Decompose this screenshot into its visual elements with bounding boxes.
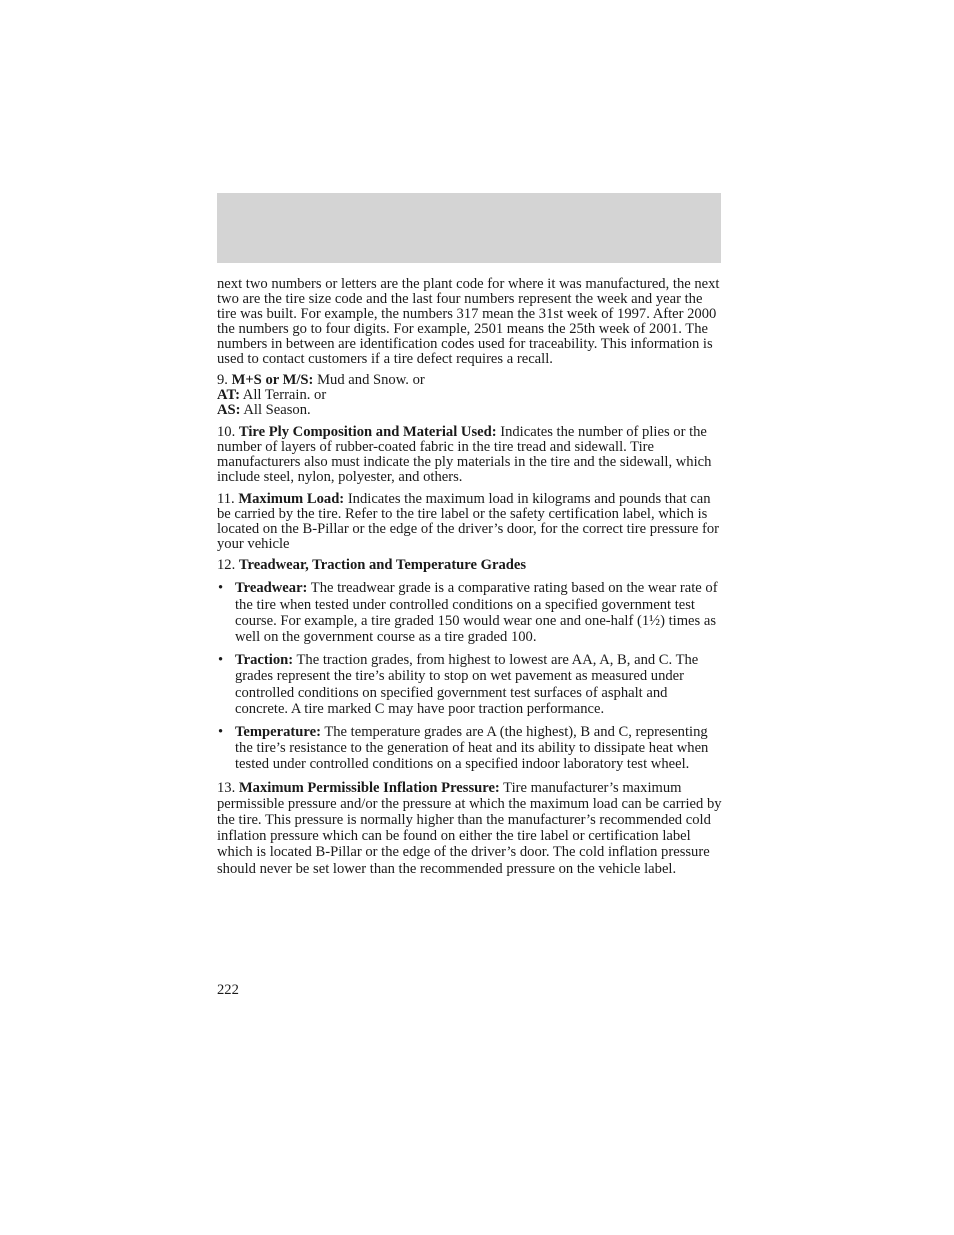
page-number: 222 <box>217 982 239 998</box>
bullet-term: Traction: <box>235 652 294 669</box>
item-number: 10. <box>217 424 239 441</box>
bullet-temperature <box>217 724 723 773</box>
item-text: Indicates the maximum load in kilograms and pounds that can be carried by the tire. Refer to the tire label or the safety certification label, which is located on the B-Pillar or the edge of the driver’s door, for the correct tire pressure for your vehicle <box>217 490 720 552</box>
item-text: Indicates the number of plies or the number of layers of rubber-coated fabric in the tire tread and sidewall. Tire manufacturers also must indicate the ply materials in the tire and the sidewall, which include steel, nylon, polyester, and others. <box>217 424 712 485</box>
item-number: 12. <box>217 557 239 574</box>
item-term: Tire Ply Composition and Material Used: <box>238 424 497 441</box>
item-term: Treadwear, Traction and Temperature Grades <box>238 557 527 574</box>
item-number: 9. <box>217 372 232 389</box>
item-term: Maximum Permissible Inflation Pressure: <box>238 779 500 796</box>
item-number: 11. <box>217 490 239 507</box>
ms-text: Mud and Snow. or <box>313 372 425 389</box>
header-band <box>217 193 721 263</box>
item-12-grades-heading <box>217 558 723 573</box>
page-content <box>217 277 723 884</box>
as-text: All Season. <box>240 402 311 419</box>
as-term: AS: <box>217 402 241 419</box>
at-term: AT: <box>217 387 240 404</box>
item-term: Maximum Load: <box>238 490 345 507</box>
at-text: All Terrain. or <box>239 387 327 404</box>
bullet-dot: • <box>218 723 224 740</box>
bullet-dot: • <box>218 652 224 669</box>
bullet-dot: • <box>218 580 224 597</box>
item-10-ply-composition <box>217 425 723 485</box>
bullet-term: Temperature: <box>235 723 321 740</box>
bullet-text: The treadwear grade is a comparative rating based on the wear rate of the tire when tested under controlled conditions on a specified government test course. For example, a tire graded 150 would wear one and one-half (1½) times as well on the government course as a tire graded 100. <box>235 580 718 645</box>
ms-term: M+S or M/S: <box>231 372 314 389</box>
intro-paragraph: next two numbers or letters are the plant code for where it was manufactured, the next two are the tire size code and the last four numbers represent the week and year the tire was built. For example, the numbers 317 mean the 31st week of 1997. After 2000 the numbers go to four digits. For example, 2501 means the 25th week of 2001. The numbers in between are identification codes used for traceability. This information is used to contact customers if a tire defect requires a recall. <box>217 276 720 367</box>
bullet-term: Treadwear: <box>235 580 308 597</box>
bullet-text: The temperature grades are A (the highest), B and C, representing the tire’s resistance to the generation of heat and its ability to dissipate heat when tested under controlled conditions on a specified indoor laboratory test wheel. <box>235 723 709 773</box>
bullet-treadwear <box>217 580 723 645</box>
item-text: Tire manufacturer’s maximum permissible pressure and/or the pressure at which the maximum load can be carried by the tire. This pressure is normally higher than the manufacturer’s recommended cold inflation pressure which can be found on either the tire label or certification label which is located B-Pillar or the edge of the driver’s door. The cold inflation pressure should never be set lower than the recommended pressure on the vehicle label. <box>217 779 722 877</box>
grades-bullet-list <box>217 580 723 772</box>
item-number: 13. <box>217 779 239 796</box>
bullet-traction <box>217 652 723 717</box>
item-13-max-inflation-pressure <box>217 780 723 877</box>
bullet-text: The traction grades, from highest to lowest are AA, A, B, and C. The grades represent the tire’s ability to stop on wet pavement as measured under controlled conditions on specified government test surfaces of asphalt and concrete. A tire marked C may have poor traction performance. <box>235 652 699 717</box>
item-11-maximum-load <box>217 492 723 552</box>
item-9-tire-season-codes <box>217 373 723 418</box>
